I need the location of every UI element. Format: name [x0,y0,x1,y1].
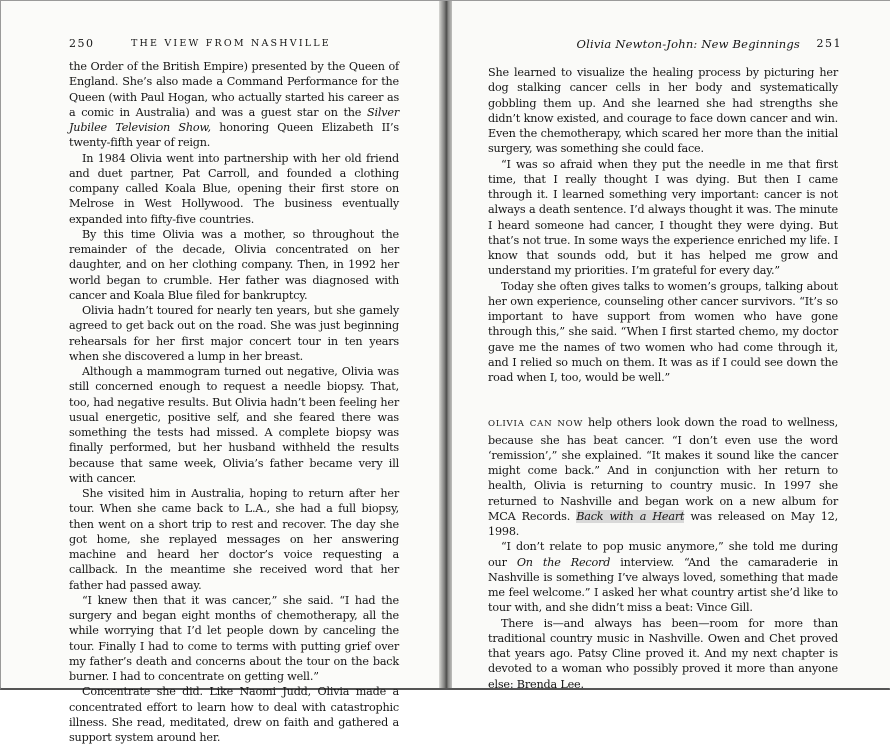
paragraph: There is—and always has been—room for more than traditional country music in Nashville. Owen and Chet proved that years ago. Patsy Cline proved it. And my next chapter is devoted to a woman who possibly proved it more than anyone else: Brenda Lee. [488,616,838,691]
paragraph: In 1984 Olivia went into partnership with her old friend and duet partner, Pat Carroll, and founded a clothing company called Koala Blue, opening their first store on Melrose in West Hollywood. The business eventually expanded into fifty-five countries. [69,151,399,226]
paragraph: Concentrate she did. Like Naomi Judd, Olivia made a concentrated effort to learn how to deal with catastrophic illness. She read, meditated, drew on faith and gathered a support system around her. [69,685,399,744]
left-running-title: THE VIEW FROM NASHVILLE [131,38,331,49]
paragraph: OLIVIA CAN NOW help others look down the road to wellness, because she has beat cancer. “I don’t even use the word ‘remission’,” she explained. “It makes it sound like the cancer might come back.” And in conjunction with her return to health, Olivia is returning to country music. In 1997 she returned to Nashville and began work on a new album for MCA Records. Back with a Heart was released on May 12, 1998. [488,416,838,538]
paragraph: “I knew then that it was cancer,” she said. “I had the surgery and began eight months of chemotherapy, all the while worrying that I’d let people down by canceling the tour. Finally I had to come to terms with putting grief over my father’s death and concerns about the tour on the back burner. I had to concentrate on getting well.” [69,593,399,683]
paragraph: Although a mammogram turned out negative, Olivia was still concerned enough to request a needle biopsy. That, too, had negative results. But Olivia hadn’t been feeling her usual energetic, positive self, and she feared there was something the tests had missed. A complete biopsy was finally performed, but her husband withheld the results because that same week, Olivia’s father became very ill with cancer. [69,365,399,485]
paragraph: By this time Olivia was a mother, so throughout the remainder of the decade, Olivia concentrated on her daughter, and on her clothing company. Then, in 1992 her world began to crumble. Her father was diagnosed with cancer and Koala Blue filed for bankruptcy. [69,227,399,302]
right-body-text [488,65,838,692]
highlighted-album-title: Back with a Heart [576,509,685,523]
right-page [452,1,890,691]
left-body-text [69,59,399,745]
paragraph: “I was so afraid when they put the needle in me that first time, that I really thought I was dying. But then I came through it. I learned something very important: cancer is not always a death sentence. I’d always thought it was. The minute I heard someone had cancer, I thought they were dying. But that’s not true. In some ways the experience enriched my life. I know that sounds odd, but it has helped me grow and understand my priorities. I’m grateful for every day.” [488,157,838,278]
paragraph: Today she often gives talks to women’s groups, talking about her own experience, counseling other cancer survivors. “It’s so important to have support from women who have gone through this,” she said. “When I first started chemo, my doctor gave me the names of two women who had come through it, and I relied so much on them. It was as if I could see down the road when I, too, would be well.” [488,279,838,384]
left-running-head [69,1,399,50]
left-page-number: 250 [69,37,95,50]
paragraph: She learned to visualize the healing process by picturing her dog stalking cancer cells in her body and systematically gobbling them up. And she learned she had strengths she didn’t know existed, and courage to face down cancer and win. Even the chemotherapy, which scared her more than the initial surgery, was something she could face. [488,66,838,156]
paragraph: She visited him in Australia, hoping to return after her tour. When she came back to L.A., she had a full biopsy, then went on a short trip to rest and recover. The day she got home, she replayed messages on her answering machine and heard her doctor’s voice requesting a callback. In the meantime she received word that her father had passed away. [69,487,399,592]
paragraph: “I don’t relate to pop music anymore,” she told me during our On the Record interview. “And the camaraderie in Nashville is something I’ve always loved, something that made me feel welcome.” I asked her what country artist she’d like to tour with, and she didn’t miss a beat: Vince Gill. [488,540,838,615]
right-running-head [488,1,842,51]
paragraph: Olivia hadn’t toured for nearly ten years, but she gamely agreed to get back out on the road. She was just beginning rehearsals for her first major concert tour in ten years when she discovered a lump in her breast. [69,304,399,363]
right-page-number: 251 [816,37,842,50]
right-running-title: Olivia Newton-John: New Beginnings [576,37,800,51]
left-page [1,1,441,744]
section-opening-words: OLIVIA CAN NOW [488,419,584,430]
section-break [488,385,838,415]
paragraph: the Order of the British Empire) presented by the Queen of England. She’s also made a Command Performance for the Queen (with Paul Hogan, who actually started his career as a comic in Australia) and was a guest star on the Silver Jubilee Television Show, honoring Queen Elizabeth II’s twenty-fifth year of reign. [69,60,399,150]
